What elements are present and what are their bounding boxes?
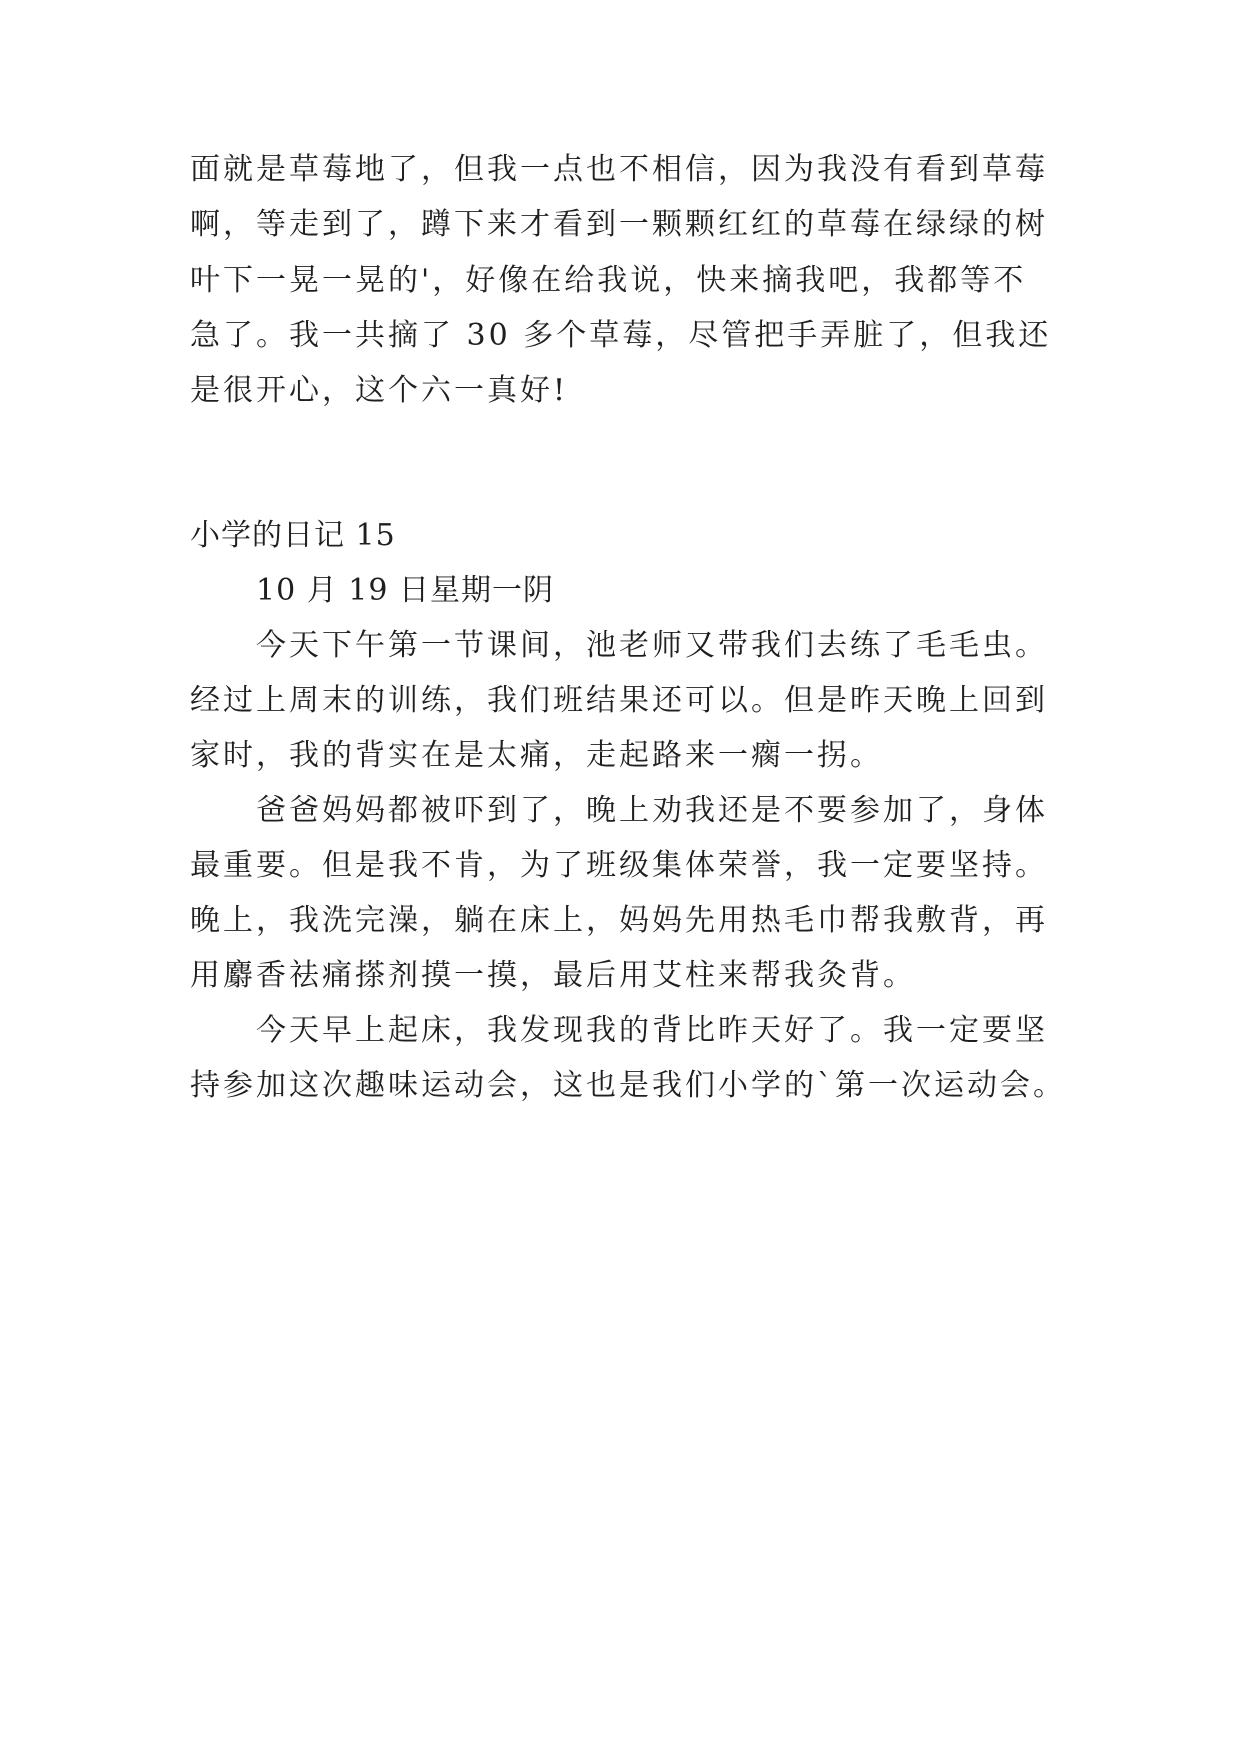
paragraph-1-line-2: 经过上周末的训练，我们班结果还可以。但是昨天晚上回到 (190, 683, 1048, 718)
continued-paragraph-line-4: 急了。我一共摘了 30 多个草莓，尽管把手弄脏了，但我还 (190, 318, 1052, 353)
paragraph-1-line-3: 家时，我的背实在是太痛，走起路来一瘸一拐。 (190, 738, 883, 773)
paragraph-3-line-2: 持参加这次趣味运动会，这也是我们小学的`第一次运动会。 (190, 1068, 1066, 1103)
paragraph-2-line-2: 最重要。但是我不肯，为了班级集体荣誉，我一定要坚持。 (190, 848, 1048, 883)
paragraph-2-line-1: 爸爸妈妈都被吓到了，晚上劝我还是不要参加了，身体 (256, 793, 1048, 828)
paragraph-2-line-4: 用麝香祛痛搽剂摸一摸，最后用艾柱来帮我灸背。 (190, 958, 916, 993)
entry-title: 小学的日记 15 (190, 518, 396, 553)
date-line: 10 月 19 日星期一阴 (256, 573, 554, 608)
paragraph-1-line-1: 今天下午第一节课间，池老师又带我们去练了毛毛虫。 (256, 628, 1048, 663)
paragraph-2-line-3: 晚上，我洗完澡，躺在床上，妈妈先用热毛巾帮我敷背，再 (190, 903, 1048, 938)
continued-paragraph-line-2: 啊，等走到了，蹲下来才看到一颗颗红红的草莓在绿绿的树 (190, 207, 1048, 242)
continued-paragraph-line-1: 面就是草莓地了，但我一点也不相信，因为我没有看到草莓 (190, 152, 1048, 187)
paragraph-3-line-1: 今天早上起床，我发现我的背比昨天好了。我一定要坚 (256, 1013, 1048, 1048)
continued-paragraph-line-3: 叶下一晃一晃的'，好像在给我说，快来摘我吧，我都等不 (190, 263, 1027, 298)
continued-paragraph-line-5: 是很开心，这个六一真好! (190, 373, 569, 408)
